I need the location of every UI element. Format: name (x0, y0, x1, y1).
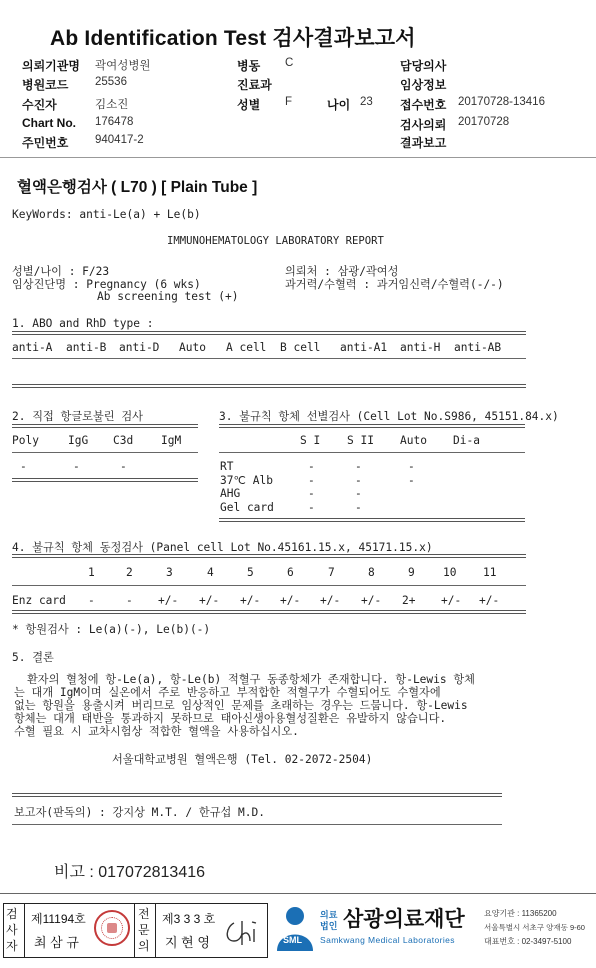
screen-col-dia: Di-a (453, 434, 480, 447)
org-small-2: 법인 (320, 921, 338, 931)
screen-cell: - (355, 460, 362, 473)
section4-rule (12, 585, 526, 586)
org-small-1: 의료 (320, 910, 338, 920)
section3-double-rule (219, 424, 525, 428)
panel-num: 7 (328, 566, 335, 579)
doctor-label: 담당의사 (400, 59, 447, 73)
panel-val: - (126, 594, 133, 607)
sex-label: 성별 (237, 98, 261, 112)
cert1-name: 최 삼 규 (34, 935, 79, 950)
section4-end-rule (12, 610, 526, 614)
panel-val: - (88, 594, 95, 607)
section2-double-rule (12, 424, 198, 428)
screen-row-label: AHG (220, 487, 241, 500)
dat-col-igm: IgM (161, 434, 182, 447)
abo-col-5: B cell (280, 341, 321, 354)
dat-val-1: - (73, 460, 80, 473)
conclusion-line-4: 수혈 필요 시 교차시험상 적합한 혈액을 사용하십시오. (14, 725, 299, 738)
result-label: 결과보고 (400, 136, 447, 150)
screen-row-label: Gel card (220, 501, 274, 514)
section3-end-rule (219, 518, 525, 522)
section3-rule (219, 452, 525, 453)
ward-label: 병동 (237, 59, 261, 73)
remark: 비고 : 017072813416 (54, 864, 206, 881)
abo-col-7: anti-H (400, 341, 441, 354)
panel-val: +/- (240, 594, 261, 607)
official-stamp (94, 910, 130, 946)
signature (222, 915, 262, 949)
chart-value: 176478 (95, 116, 134, 128)
screen-col-si: S I (300, 434, 321, 447)
screen-cell: - (355, 501, 362, 514)
diagnosis-line-2: Ab screening test (+) (97, 290, 239, 303)
dat-val-0: - (20, 460, 27, 473)
panel-num: 11 (483, 566, 497, 579)
chart-label: Chart No. (22, 116, 76, 130)
section4-title: 4. 불규칙 항체 동정검사 (Panel cell Lot No.45161.15.x, 45171.15.x) (12, 541, 433, 554)
patient-value: 김소진 (95, 99, 129, 111)
section1-double-rule (12, 331, 526, 335)
screen-cell: - (308, 487, 315, 500)
section1-rule (12, 358, 526, 359)
panel-num: 9 (408, 566, 415, 579)
hospital-value: 곽여성병원 (95, 60, 151, 72)
code-label: 병원코드 (22, 78, 69, 92)
org-info-1: 요양기관 : 11365200 (484, 909, 557, 918)
conclusion-line-2: 없는 항원을 용출시켜 버리므로 임상적인 문제를 초래하는 경우는 드뭅니다. 항-Lewis (14, 699, 468, 712)
panel-val: +/- (199, 594, 220, 607)
abo-col-8: anti-AB (454, 341, 502, 354)
main-test-title: 혈액은행검사 ( L70 ) [ Plain Tube ] (17, 179, 258, 196)
institution: 서울대학교병원 혈액은행 (Tel. 02-2072-2504) (112, 753, 373, 766)
screen-col-sii: S II (347, 434, 374, 447)
panel-val: +/- (320, 594, 341, 607)
section5-title: 5. 결론 (12, 651, 54, 664)
cert1-label: 검사자 (6, 907, 18, 953)
screen-row-label: 37℃ Alb (220, 474, 273, 487)
screen-cell: - (308, 460, 315, 473)
cert-divider (24, 903, 25, 958)
panel-val: +/- (441, 594, 462, 607)
section3-title: 3. 불규칙 항체 선별검사 (Cell Lot No.S986, 45151.84.x) (219, 410, 559, 423)
abo-col-3: Auto (179, 341, 206, 354)
ward-value: C (285, 57, 294, 69)
abo-col-1: anti-B (66, 341, 107, 354)
dat-val-2: - (120, 460, 127, 473)
screen-cell: - (355, 487, 362, 500)
reporter-bottom-rule (12, 824, 502, 825)
id-label: 주민번호 (22, 136, 69, 150)
panel-num: 3 (166, 566, 173, 579)
panel-val: +/- (280, 594, 301, 607)
screen-cell: - (308, 474, 315, 487)
abo-col-0: anti-A (12, 341, 53, 354)
panel-num: 6 (287, 566, 294, 579)
receipt-value: 20170728-13416 (458, 96, 545, 108)
patient-label: 수진자 (22, 98, 57, 112)
org-info-2: 서울특별시 서초구 양재동 9-60 (484, 923, 585, 932)
panel-num: 2 (126, 566, 133, 579)
screen-cell: - (355, 474, 362, 487)
section2-rule (12, 452, 198, 453)
conclusion-line-0: 환자의 혈청에 항-Le(a), 항-Le(b) 적혈구 동종항체가 존재합니다. 항-Lewis 항체 (27, 673, 475, 686)
section1-end-rule (12, 384, 526, 388)
org-english-name: Samkwang Medical Laboratories (320, 935, 455, 945)
panel-num: 8 (368, 566, 375, 579)
panel-num: 5 (247, 566, 254, 579)
abo-col-2: anti-D (119, 341, 160, 354)
panel-val: 2+ (402, 594, 416, 607)
panel-num: 10 (443, 566, 457, 579)
conclusion-line-1: 는 대개 IgM이며 실온에서 주로 반응하고 부적합한 적혈구가 수혈되어도 수혈자에 (14, 686, 441, 699)
panel-val: +/- (361, 594, 382, 607)
receipt-label: 접수번호 (400, 98, 447, 112)
dat-col-c3d: C3d (113, 434, 134, 447)
sml-badge: SML (283, 935, 302, 945)
panel-num: 4 (207, 566, 214, 579)
requester-line: 의뢰처 : 삼광/곽여성 (285, 265, 399, 278)
age-value: 23 (360, 96, 373, 108)
cert2-number: 제3 3 3 호 (162, 912, 216, 926)
abo-col-4: A cell (226, 341, 267, 354)
report-subtitle: IMMUNOHEMATOLOGY LABORATORY REPORT (167, 235, 384, 247)
screen-cell: - (308, 501, 315, 514)
dept-label: 진료과 (237, 78, 272, 92)
section4-double-rule (12, 554, 526, 558)
section2-end-rule (12, 478, 198, 482)
req-date-label: 검사의뢰 (400, 118, 447, 132)
code-value: 25536 (95, 76, 127, 88)
panel-row-label: Enz card (12, 594, 66, 607)
footer-divider (0, 893, 596, 894)
panel-val: +/- (479, 594, 500, 607)
antigen-test: * 항원검사 : Le(a)(-), Le(b)(-) (12, 623, 211, 636)
id-value: 940417-2 (95, 134, 144, 146)
cert-divider (155, 903, 156, 958)
section2-title: 2. 직접 항글로불린 검사 (12, 410, 143, 423)
reporter: 보고자(판독의) : 강지상 M.T. / 한규섭 M.D. (14, 806, 265, 819)
hospital-label: 의뢰기관명 (22, 59, 80, 73)
clinical-label: 임상정보 (400, 78, 447, 92)
history-line: 과거력/수혈력 : 과거임신력/수혈력(-/-) (285, 278, 504, 291)
panel-val: +/- (158, 594, 179, 607)
cert1-number: 제11194호 (31, 912, 86, 926)
age-label: 나이 (327, 98, 351, 112)
sex-age-line: 성별/나이 : F/23 (12, 265, 110, 278)
cert2-name: 지 현 영 (165, 935, 210, 950)
abo-col-6: anti-A1 (340, 341, 388, 354)
dat-col-igg: IgG (68, 434, 89, 447)
report-title: Ab Identification Test 검사결과보고서 (50, 27, 416, 50)
req-date-value: 20170728 (458, 116, 510, 128)
sex-value: F (285, 96, 293, 108)
org-info-3: 대표번호 : 02-3497-5100 (484, 937, 572, 946)
cert2-label: 전문의 (138, 907, 150, 953)
header-divider (0, 157, 596, 158)
keywords: KeyWords: anti-Le(a) + Le(b) (12, 208, 201, 221)
section1-title: 1. ABO and RhD type : (12, 317, 154, 330)
panel-num: 1 (88, 566, 95, 579)
dat-col-poly: Poly (12, 434, 39, 447)
cert-divider (134, 903, 135, 958)
screen-col-auto: Auto (400, 434, 427, 447)
conclusion-line-3: 항체는 대개 태반을 통과하지 못하므로 태아신생아용혈성질환은 유발하지 않습니다. (14, 712, 447, 725)
screen-cell: - (408, 460, 415, 473)
org-name: 삼광의료재단 (343, 908, 465, 931)
reporter-top-rule (12, 793, 502, 797)
screen-row-label: RT (220, 460, 234, 473)
diagnosis-line: 임상진단명 : Pregnancy (6 wks) (12, 278, 201, 291)
screen-cell: - (408, 474, 415, 487)
